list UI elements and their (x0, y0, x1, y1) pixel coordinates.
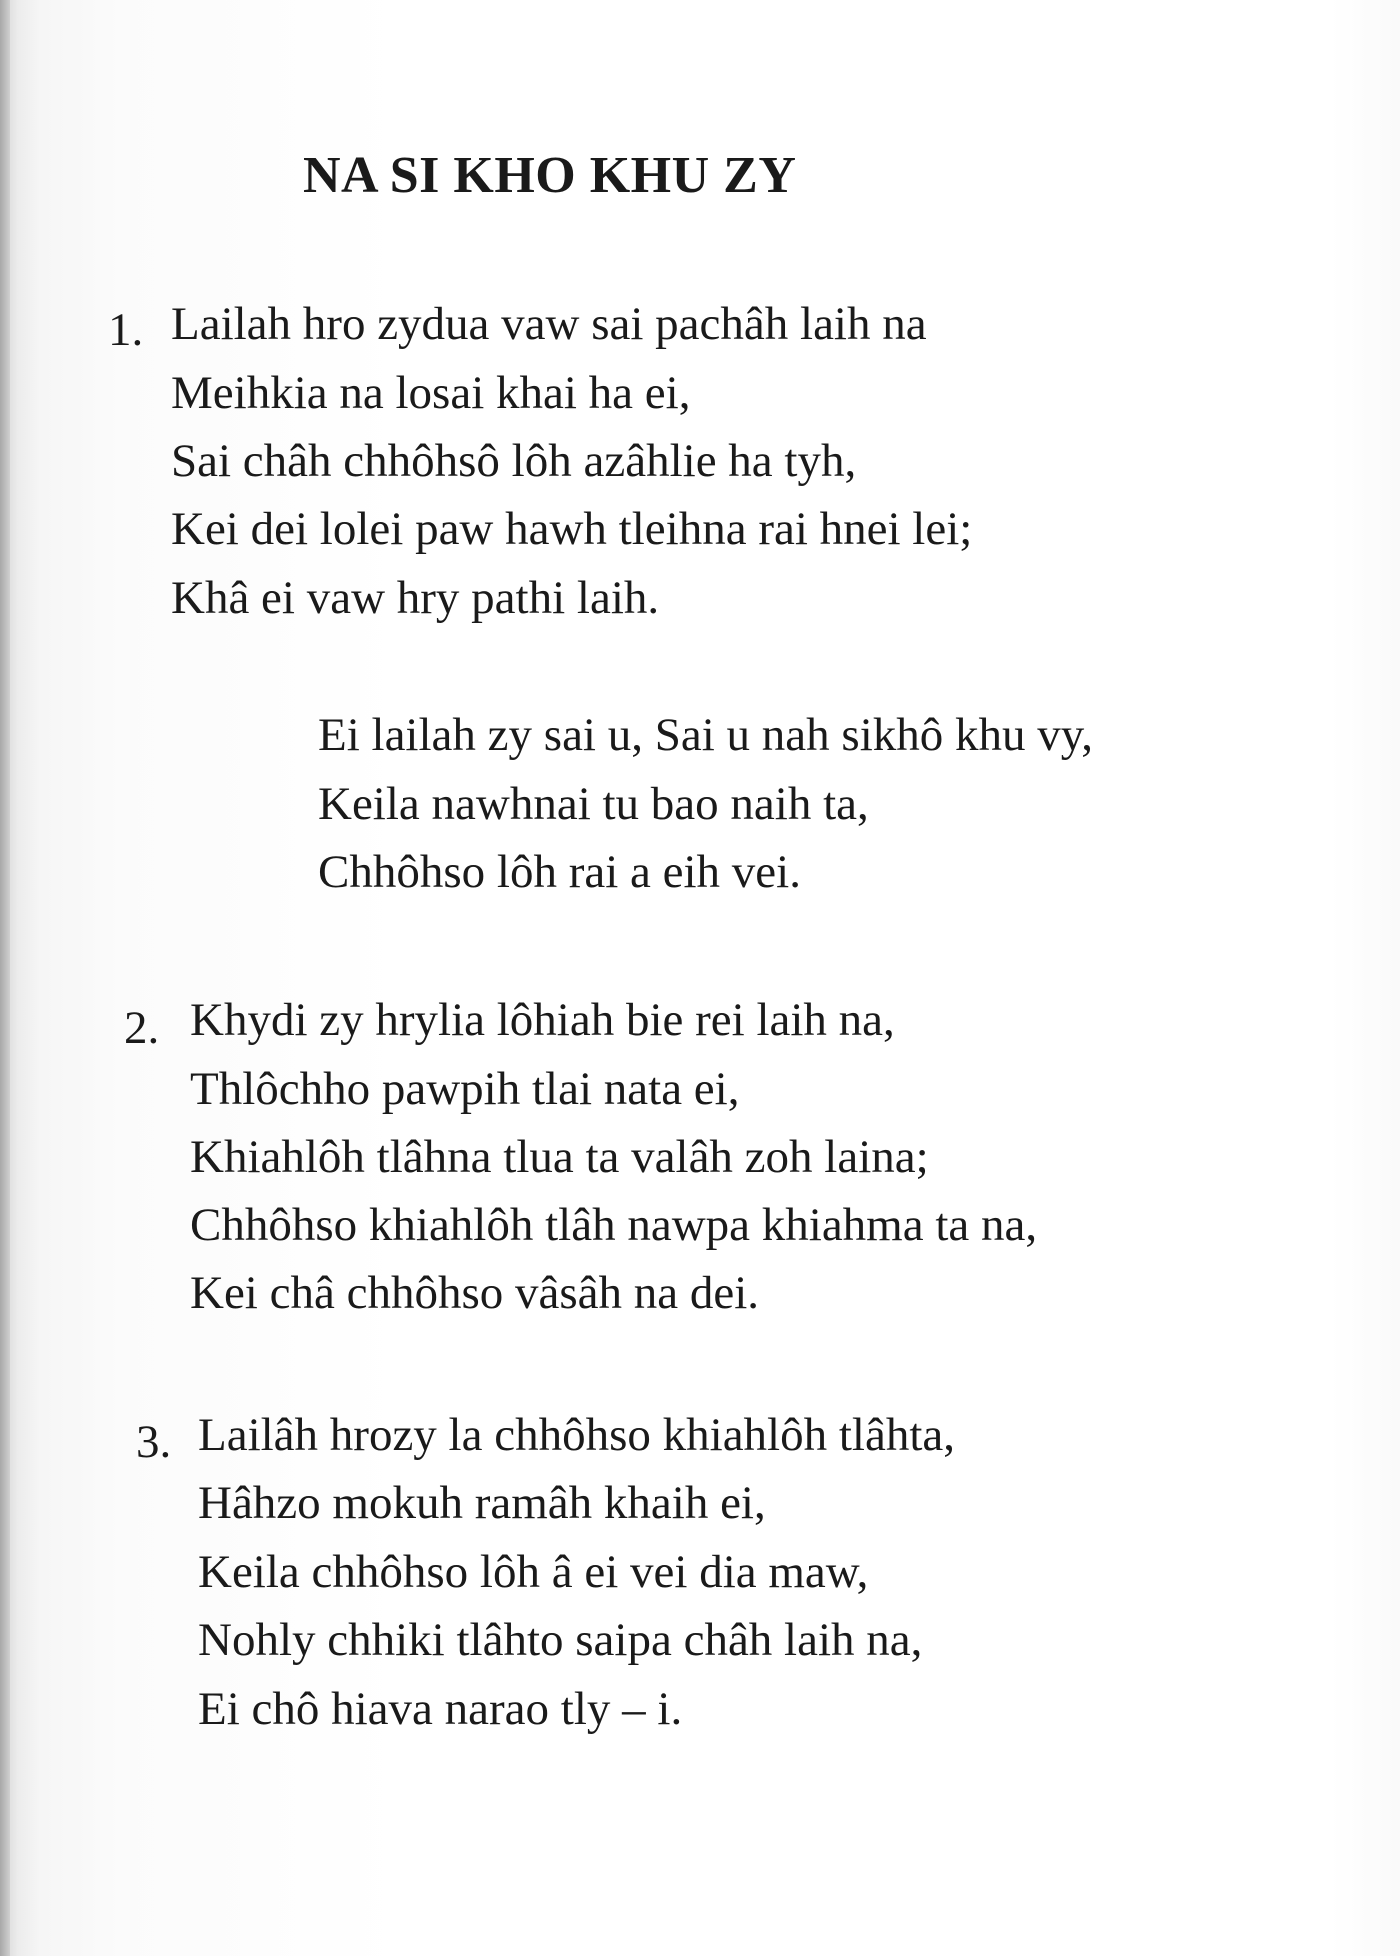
chorus-line: Keila nawhnai tu bao naih ta, (318, 778, 869, 830)
verse-number: 2. (124, 1002, 160, 1054)
verse-line: Sai châh chhôhsô lôh azâhlie ha tyh, (171, 435, 857, 487)
verse-line: Lailâh hrozy la chhôhso khiahlôh tlâhta, (198, 1409, 956, 1461)
verse-line: Hâhzo mokuh ramâh khaih ei, (198, 1477, 766, 1529)
verse-line: Nohly chhiki tlâhto saipa châh laih na, (198, 1614, 923, 1666)
verse-line: Kei châ chhôhso vâsâh na dei. (190, 1267, 760, 1319)
book-spine-shadow (0, 0, 10, 1956)
verse-line: Khydi zy hrylia lôhiah bie rei laih na, (190, 994, 895, 1046)
verse-line: Meihkia na losai khai ha ei, (171, 367, 691, 419)
verse-line: Chhôhso khiahlôh tlâh nawpa khiahma ta na, (190, 1199, 1038, 1251)
verse-line: Khiahlôh tlâhna tlua ta valâh zoh laina; (190, 1131, 929, 1183)
verse-number: 3. (136, 1416, 172, 1468)
verse-line: Lailah hro zydua vaw sai pachâh laih na (171, 298, 927, 350)
verse-line: Thlôchho pawpih tlai nata ei, (190, 1063, 740, 1115)
verse-number: 1. (108, 304, 144, 356)
verse-line: Ei chô hiava narao tly – i. (198, 1683, 683, 1735)
song-title: NA SI KHO KHU ZY (303, 147, 797, 204)
chorus-line: Ei lailah zy sai u, Sai u nah sikhô khu vy, (318, 709, 1093, 761)
chorus-line: Chhôhso lôh rai a eih vei. (318, 846, 801, 898)
verse-line: Khâ ei vaw hry pathi laih. (171, 572, 660, 624)
verse-line: Keila chhôhso lôh â ei vei dia maw, (198, 1546, 869, 1598)
verse-line: Kei dei lolei paw hawh tleihna rai hnei lei; (171, 503, 973, 555)
